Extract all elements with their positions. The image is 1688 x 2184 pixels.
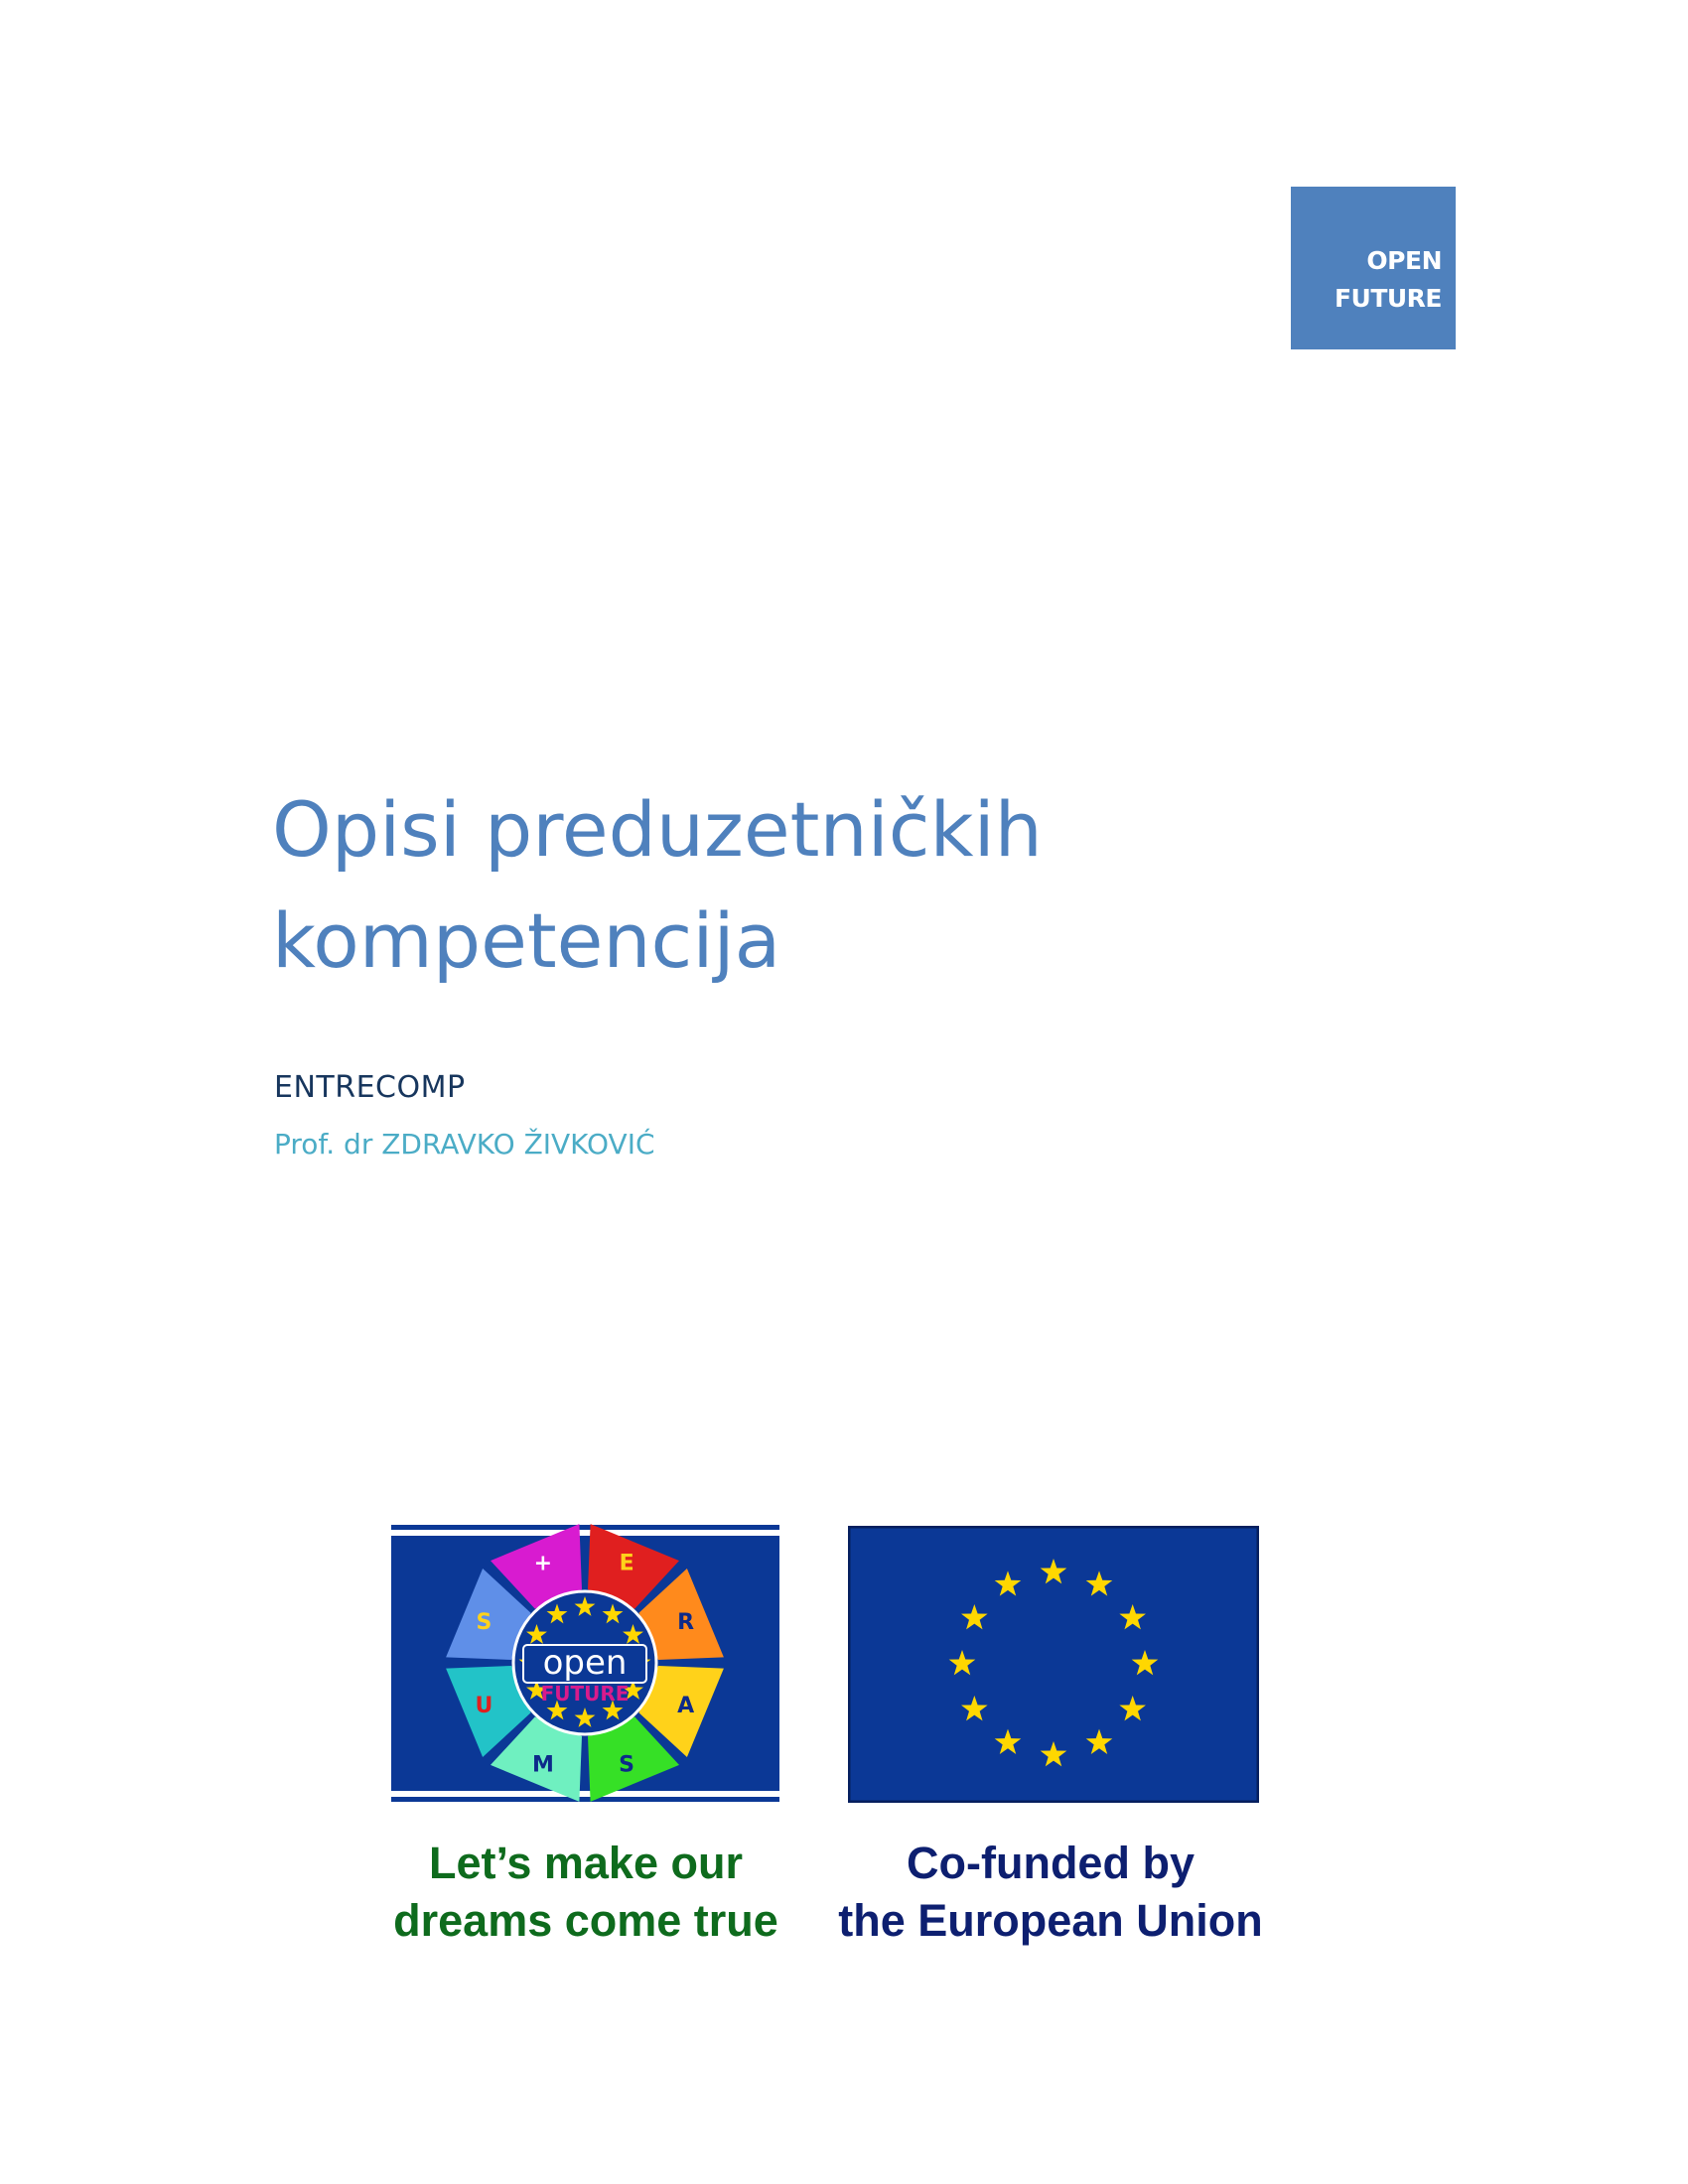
erasmus-segment-letter: + — [533, 1551, 553, 1576]
erasmus-segment-letter: R — [677, 1609, 695, 1635]
badge-line-1: OPEN — [1366, 246, 1442, 275]
eu-caption — [812, 1835, 1289, 1950]
erasmus-segment-letter: M — [531, 1752, 554, 1778]
badge-line-2: FUTURE — [1334, 284, 1442, 313]
title-line-1: Opisi preduzetničkih — [272, 785, 1043, 874]
open-future-badge — [1291, 187, 1456, 349]
erasmus-open-future-logo — [391, 1522, 779, 1805]
erasmus-segment-letter: U — [475, 1694, 493, 1719]
erasmus-segment-letter: S — [619, 1752, 635, 1778]
eu-caption-line-1: Co-funded by — [907, 1838, 1195, 1888]
erasmus-segment-letter: A — [677, 1694, 695, 1719]
erasmus-segment-letter: E — [619, 1551, 634, 1576]
eu-flag — [848, 1526, 1259, 1803]
document-title — [272, 774, 1364, 997]
erasmus-segment-letter: S — [476, 1609, 492, 1635]
document-subtitle: ENTRECOMP — [274, 1070, 466, 1105]
erasmus-caption-line-2: dreams come true — [393, 1895, 778, 1946]
erasmus-center-future: FUTURE — [540, 1682, 630, 1706]
title-line-2: kompetencija — [272, 896, 781, 985]
document-author: Prof. dr ZDRAVKO ŽIVKOVIĆ — [274, 1128, 655, 1160]
erasmus-caption-line-1: Let’s make our — [429, 1838, 743, 1888]
erasmus-caption — [367, 1835, 804, 1950]
erasmus-center-open: open — [542, 1643, 628, 1683]
eu-caption-line-2: the European Union — [838, 1895, 1263, 1946]
